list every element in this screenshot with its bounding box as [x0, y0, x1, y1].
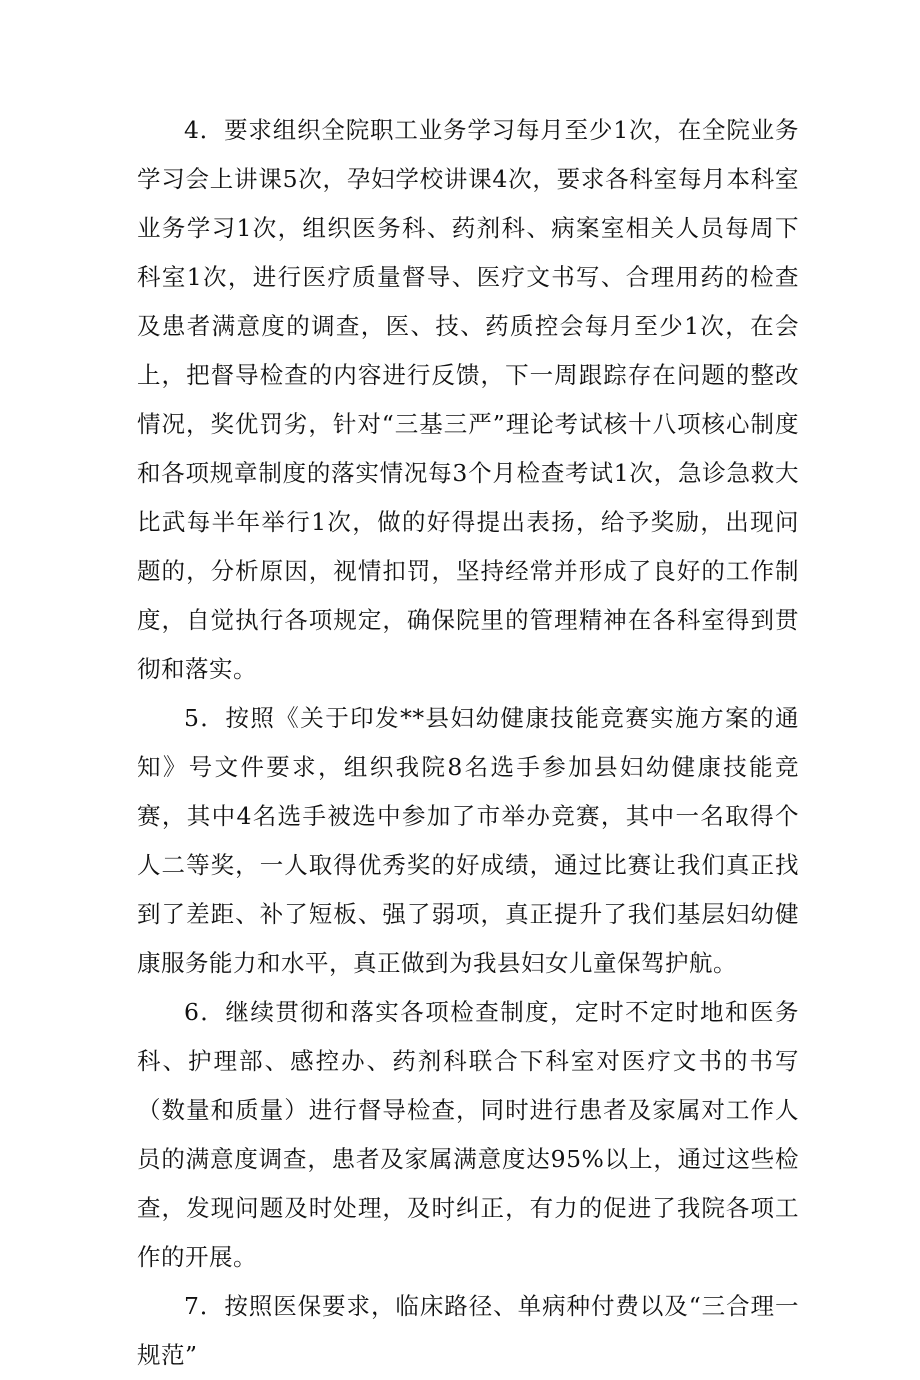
paragraph-item-4: 4．要求组织全院职工业务学习每月至少1次，在全院业务学习会上讲课5次，孕妇学校讲课4次，要求各科室每月本科室业务学习1次，组织医务科、药剂科、病案室相关人员每周下科室1次，进行医疗质量督导、医疗文书写、合理用药的检查及患者满意度的调查，医、技、药质控会每月至少1次，在会上，把督导检查的内容进行反馈，下一周跟踪存在问题的整改情况，奖优罚劣，针对“三基三严”理论考试核十八项核心制度和各项规章制度的落实情况每3个月检查考试1次，急诊急救大比武每半年举行1次，做的好得提出表扬，给予奖励，出现问题的，分析原因，视情扣罚，坚持经常并形成了良好的工作制度，自觉执行各项规定，确保院里的管理精神在各科室得到贯彻和落实。: [137, 116, 799, 683]
paragraph-item-6: 6．继续贯彻和落实各项检查制度，定时不定时地和医务科、护理部、感控办、药剂科联合下科室对医疗文书的书写（数量和质量）进行督导检查，同时进行患者及家属对工作人员的满意度调查，患者及家属满意度达95%以上，通过这些检查，发现问题及时处理，及时纠正，有力的促进了我院各项工作的开展。: [137, 998, 799, 1271]
paragraph-item-7: 7．按照医保要求，临床路径、单病种付费以及“三合理一规范”: [137, 1292, 799, 1369]
paragraph-item-5: 5．按照《关于印发**县妇幼健康技能竞赛实施方案的通知》号文件要求，组织我院8名选手参加县妇幼健康技能竞赛，其中4名选手被选中参加了市举办竞赛，其中一名取得个人二等奖，一人取得优秀奖的好成绩，通过比赛让我们真正找到了差距、补了短板、强了弱项，真正提升了我们基层妇幼健康服务能力和水平，真正做到为我县妇女儿童保驾护航。: [137, 704, 799, 977]
document-body: [137, 106, 799, 1380]
